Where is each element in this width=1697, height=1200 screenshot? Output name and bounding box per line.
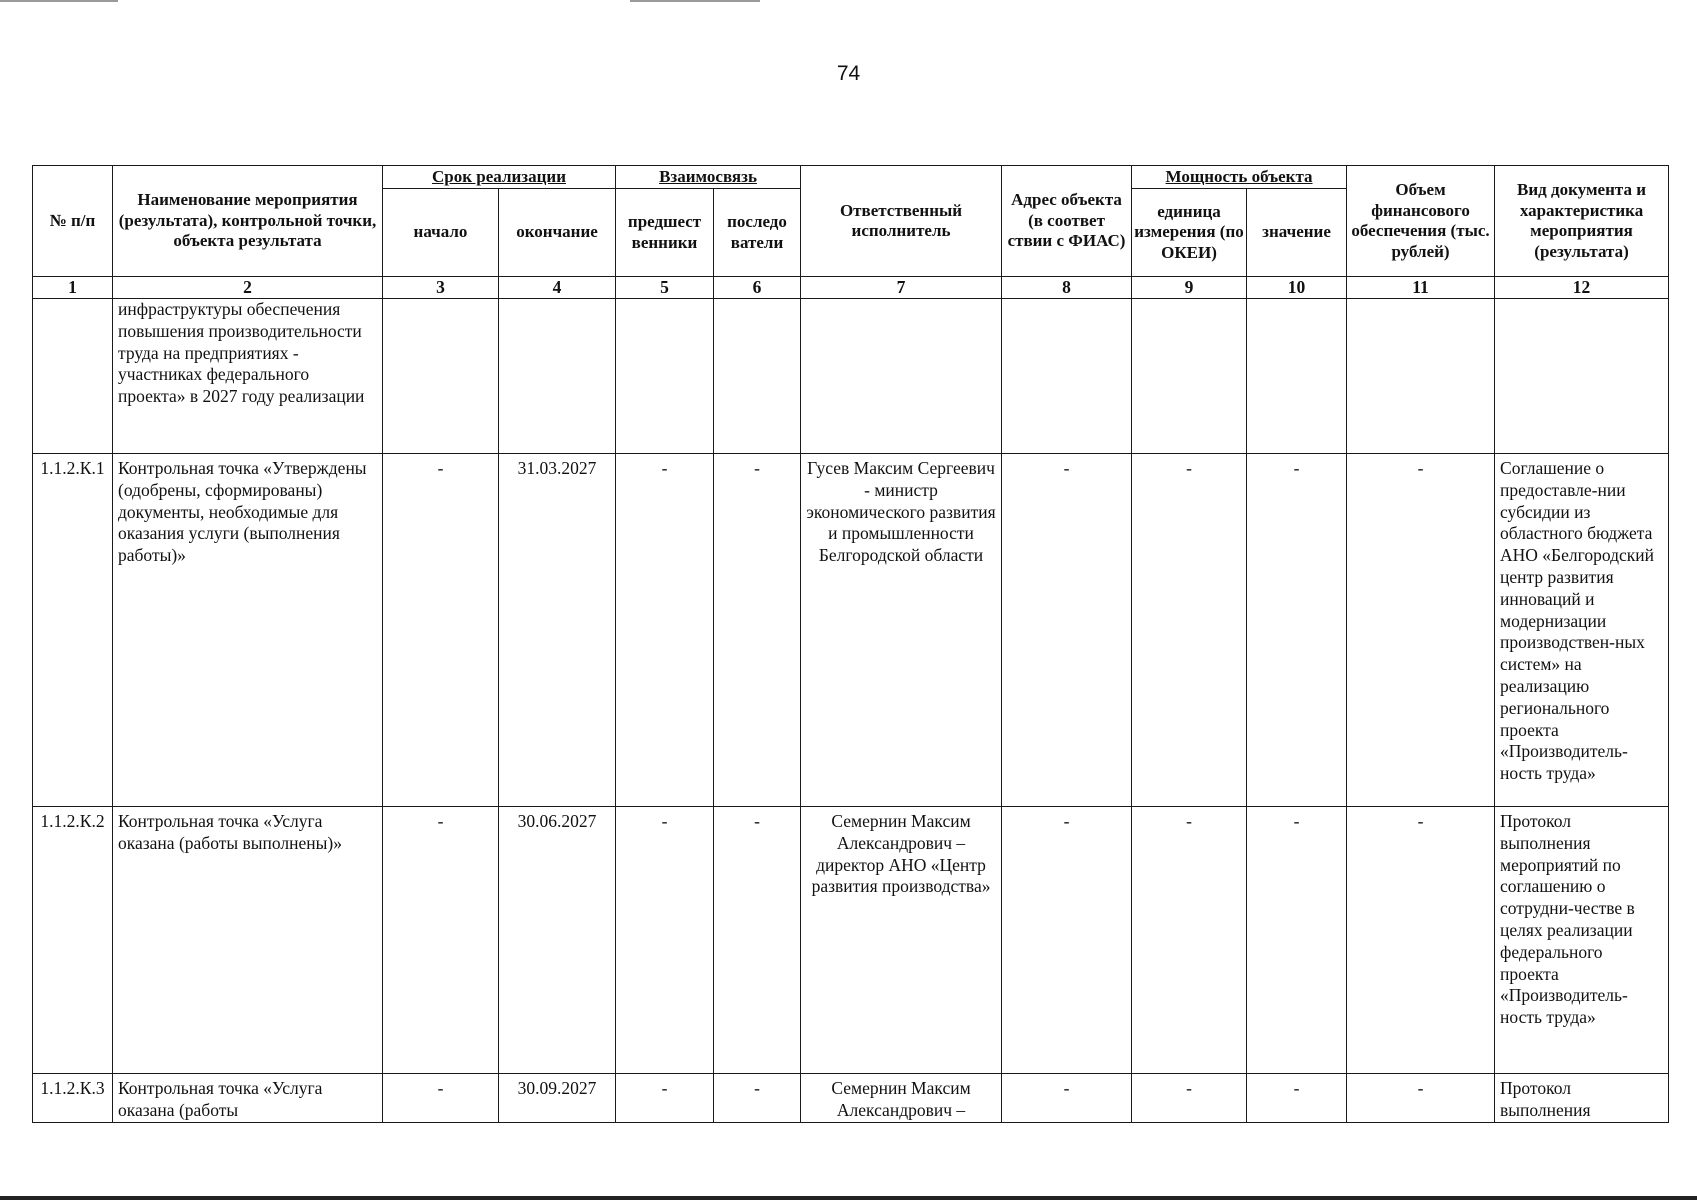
column-number: 2 [113, 277, 383, 299]
row-successors: - [714, 807, 801, 1074]
row-document [1495, 299, 1669, 454]
row-id: 1.1.2.К.2 [33, 807, 113, 1074]
table-row [33, 1074, 1669, 1123]
column-number: 6 [714, 277, 801, 299]
header-start: начало [383, 189, 499, 277]
row-predecessors: - [616, 454, 714, 807]
row-finance: - [1347, 807, 1495, 1074]
header-value: значение [1247, 189, 1347, 277]
row-name: Контрольная точка «Услуга оказана (работы выполнены)» [113, 807, 383, 1074]
column-number: 8 [1002, 277, 1132, 299]
row-end [499, 299, 616, 454]
header-number: № п/п [33, 166, 113, 277]
row-document: Протокол выполнения [1495, 1074, 1669, 1123]
header-document: Вид документа и характеристика мероприятия (результата) [1495, 166, 1669, 277]
row-end: 30.06.2027 [499, 807, 616, 1074]
row-start: - [383, 454, 499, 807]
row-predecessors [616, 299, 714, 454]
page-number: 74 [836, 62, 861, 85]
events-table [32, 165, 1669, 1123]
header-end: окончание [499, 189, 616, 277]
row-address: - [1002, 1074, 1132, 1123]
row-value: - [1247, 807, 1347, 1074]
row-document: Соглашение о предоставле-нии субсидии из областного бюджета АНО «Белгородский центр развития инноваций и модернизации производствен-ных систем» на реализацию регионального проекта «Производитель-ность труда» [1495, 454, 1669, 807]
row-id: 1.1.2.К.3 [33, 1074, 113, 1123]
row-value: - [1247, 454, 1347, 807]
header-link-group [616, 166, 801, 189]
row-id [33, 299, 113, 454]
header-responsible: Ответственный исполнитель [801, 166, 1002, 277]
row-successors: - [714, 1074, 801, 1123]
column-number: 12 [1495, 277, 1669, 299]
scan-edge-mark [0, 0, 118, 2]
row-end: 31.03.2027 [499, 454, 616, 807]
column-number: 10 [1247, 277, 1347, 299]
row-finance [1347, 299, 1495, 454]
row-predecessors: - [616, 807, 714, 1074]
row-successors: - [714, 454, 801, 807]
row-unit: - [1132, 454, 1247, 807]
row-name: инфраструктуры обеспечения повышения производительности труда на предприятиях - участниках федерального проекта» в 2027 году реализации [113, 299, 383, 454]
header-period-group [383, 166, 616, 189]
row-unit: - [1132, 1074, 1247, 1123]
header-period-label: Срок реализации [432, 166, 566, 186]
row-unit [1132, 299, 1247, 454]
column-number: 4 [499, 277, 616, 299]
column-number-row [33, 277, 1669, 299]
row-responsible: Гусев Максим Сергеевич - министр экономического развития и промышленности Белгородской области [801, 454, 1002, 807]
row-end: 30.09.2027 [499, 1074, 616, 1123]
row-name: Контрольная точка «Утверждены (одобрены, сформированы) документы, необходимые для оказания услуги (выполнения работы)» [113, 454, 383, 807]
row-id: 1.1.2.К.1 [33, 454, 113, 807]
header-name: Наименование мероприятия (результата), контрольной точки, объекта результата [113, 166, 383, 277]
scan-edge-mark [630, 0, 760, 2]
row-responsible: Семернин Максим Александрович – директор АНО «Центр развития производства» [801, 807, 1002, 1074]
header-capacity-group [1132, 166, 1347, 189]
table-row [33, 807, 1669, 1074]
header-finance: Объем финансового обеспечения (тыс. рублей) [1347, 166, 1495, 277]
row-responsible: Семернин Максим Александрович – [801, 1074, 1002, 1123]
row-address: - [1002, 454, 1132, 807]
row-name: Контрольная точка «Услуга оказана (работы [113, 1074, 383, 1123]
column-number: 3 [383, 277, 499, 299]
table-row [33, 299, 1669, 454]
row-successors [714, 299, 801, 454]
column-number: 7 [801, 277, 1002, 299]
row-start: - [383, 807, 499, 1074]
row-document: Протокол выполнения мероприятий по соглашению о сотрудни-честве в целях реализации федерального проекта «Производитель-ность труда» [1495, 807, 1669, 1074]
scan-edge-mark [0, 1196, 1697, 1200]
header-predecessors: предшест венники [616, 189, 714, 277]
row-value [1247, 299, 1347, 454]
header-capacity-label: Мощность объекта [1165, 166, 1313, 186]
header-link-label: Взаимосвязь [659, 166, 757, 186]
header-address: Адрес объекта (в соответ ствии с ФИАС) [1002, 166, 1132, 277]
header-unit: единица измерения (по ОКЕИ) [1132, 189, 1247, 277]
row-unit: - [1132, 807, 1247, 1074]
column-number: 5 [616, 277, 714, 299]
row-start [383, 299, 499, 454]
row-finance: - [1347, 454, 1495, 807]
table-row [33, 454, 1669, 807]
column-number: 11 [1347, 277, 1495, 299]
row-start: - [383, 1074, 499, 1123]
row-finance: - [1347, 1074, 1495, 1123]
row-value: - [1247, 1074, 1347, 1123]
row-address [1002, 299, 1132, 454]
row-predecessors: - [616, 1074, 714, 1123]
column-number: 1 [33, 277, 113, 299]
header-successors: последо ватели [714, 189, 801, 277]
row-address: - [1002, 807, 1132, 1074]
column-number: 9 [1132, 277, 1247, 299]
row-responsible [801, 299, 1002, 454]
